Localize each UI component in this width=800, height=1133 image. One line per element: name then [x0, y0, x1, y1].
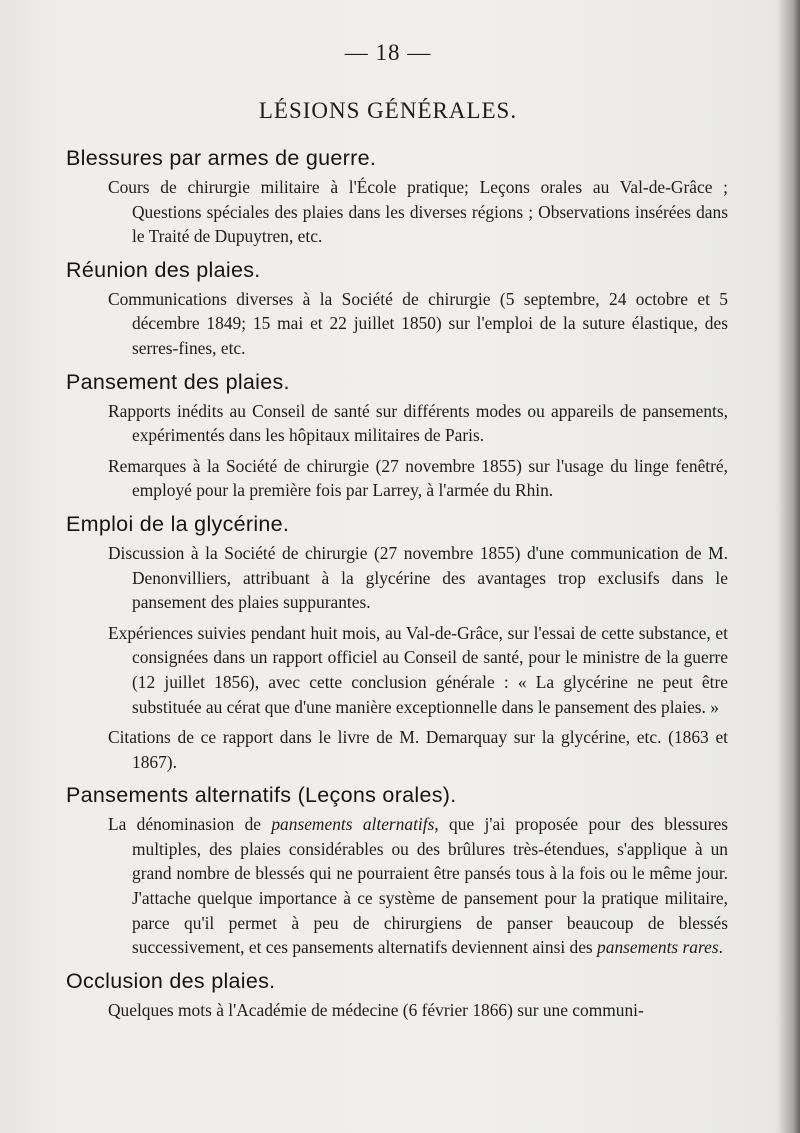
paragraph	[66, 541, 728, 615]
paragraph	[66, 175, 728, 249]
text-run: Citations de ce rapport dans le livre de M. Demarquay sur la glycérine, etc. (1863 et 1867).	[108, 727, 728, 772]
page-edge-shadow	[778, 0, 800, 1133]
text-run: Remarques à la Société de chirurgie (27 novembre 1855) sur l'usage du linge fenêtré, employé pour la première fois par Larrey, à l'armée du Rhin.	[108, 455, 728, 501]
paragraph	[66, 812, 728, 960]
content	[66, 143, 728, 1028]
text-run: .	[718, 937, 723, 958]
section	[66, 509, 728, 774]
text-run: Communications diverses à la Société de chirurgie (5 septembre, 24 octobre et 5 décembre 1849; 15 mai et 22 juillet 1850) sur l'emploi de la suture élastique, des serres-fines, etc.	[108, 288, 728, 358]
section-heading: Occlusion des plaies.	[66, 968, 276, 993]
section	[66, 255, 728, 361]
text-run: La dénominasion de	[108, 814, 272, 835]
section-heading: Pansement des plaies.	[66, 369, 290, 394]
italic-term: pansements rares	[597, 937, 719, 958]
text-run: Expériences suivies pendant huit mois, au Val-de-Grâce, sur l'essai de cette substance, et consignées dans un rapport officiel au Conseil de santé, pour le ministre de la guerre (12 juillet 1856), avec cette conclusion générale : « La glycérine ne peut être substituée au cérat que d'une manière exceptionnelle dans le pansement des plaies. »	[108, 622, 728, 717]
section	[66, 143, 728, 249]
section	[66, 367, 728, 503]
text-run: Cours de chirurgie militaire à l'École pratique; Leçons orales au Val-de-Grâce ; Questions spéciales des plaies dans les diverses régions ; Observations insérées dans le Traité de Dupuytren, etc.	[108, 177, 728, 247]
paragraph	[66, 998, 728, 1023]
text-run: Discussion à la Société de chirurgie (27 novembre 1855) d'une communication de M. Denonvilliers, attribuant à la glycérine des avantages trop exclusifs dans le pansement des plaies suppurantes.	[108, 542, 728, 613]
paragraph	[66, 399, 728, 448]
text-run: Rapports inédits au Conseil de santé sur différents modes ou appareils de pansements, expérimentés dans les hôpitaux militaires de Paris.	[108, 400, 728, 446]
section-heading: Emploi de la glycérine.	[66, 511, 290, 536]
section-heading: Réunion des plaies.	[66, 257, 261, 282]
section-heading: Blessures par armes de guerre.	[66, 146, 377, 170]
text-run: , que j'ai proposée pour des blessures multiples, des plaies considérables ou des brûlures très-étendues, s'applique à un grand nombre de blessés qui ne pourraient être pansés tous à la fois ou le même jour. J'attache quelque importance à ce système de pansement pour la pratique militaire, parce qu'il permet à peu de chirurgiens de panser beaucoup de blessés successivement, et ces pansements alternatifs deviennent ainsi des	[132, 814, 728, 958]
italic-term: pansements alternatifs	[271, 814, 435, 835]
text-run: Quelques mots à l'Académie de médecine (6 février 1866) sur une communi-	[108, 999, 644, 1020]
paragraph	[66, 725, 728, 774]
paragraph	[66, 287, 728, 361]
page-number: — 18 —	[344, 40, 432, 65]
section	[66, 966, 728, 1023]
section-heading: Pansements alternatifs (Leçons orales).	[66, 783, 457, 808]
page-title: LÉSIONS GÉNÉRALES.	[258, 98, 518, 123]
section	[66, 780, 728, 960]
paragraph	[66, 621, 728, 719]
paragraph	[66, 454, 728, 503]
